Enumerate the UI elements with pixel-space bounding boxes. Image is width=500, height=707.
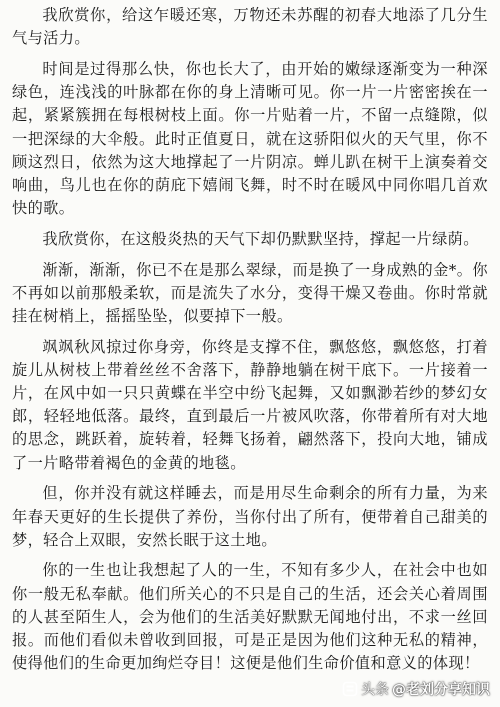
paragraph-6: 但，你并没有就这样睡去，而是用尽生命剩余的所有力量，为来年春天更好的生长提供了养份，当你付出了所有，便带着自己甜美的梦，轻合上双眼，安然长眠于这土地。 (12, 484, 488, 549)
watermark-handle: @老刘分享知识 (392, 682, 490, 698)
paragraph-1: 我欣赏你，给这乍暖还寒，万物还未苏醒的初春大地添了几分生气与活力。 (12, 6, 488, 48)
toutiao-logo-icon (342, 681, 358, 697)
paragraph-7: 你的一生也让我想起了人的一生，不知有多少人，在社会中也如你一般无私奉献。他们所关心的不只是自己的生活，还会关心着周围的人甚至陌生人，会为他们的生活美好默默无闻地付出，不求一丝回报。而他们看似未曾收到回报，可是正是因为他们这种无私的精神，使得他们的生命更加绚烂夺目！这便是他们生命价值和意义的体现！ (12, 561, 488, 673)
watermark (342, 679, 490, 699)
paragraph-2: 时间是过得那么快，你也长大了，由开始的嫩绿逐渐变为一种深绿色，连浅浅的叶脉都在你的身上清晰可见。你一片一片密密挨在一起，紧紧簇拥在每根树枝上面。你一片贴着一片，不留一点缝隙，似一把深绿的大伞般。此时正值夏日，就在这骄阳似火的天气里，你不顾这烈日，依然为这大地撑起了一片阴凉。蝉儿趴在树干上演奏着交响曲，鸟儿也在你的荫庇下嬉闹飞舞，时不时在暖风中同你唱几首欢快的歌。 (12, 59, 488, 218)
paragraph-5: 飒飒秋风掠过你身旁，你终是支撑不住，飘悠悠，飘悠悠，打着旋儿从树枝上带着丝丝不舍落下，静静地躺在树干底下。一片接着一片，在风中如一只只黄蝶在半空中纷飞起舞，又如飘渺若纱的梦幻女郎，轻轻地低落。最终，直到最后一片被风吹落，你带着所有对大地的思念，跳跃着，旋转着，轻舞飞扬着，翩然落下，投向大地，铺成了一片略带着褐色的金黄的地毯。 (12, 337, 488, 472)
paragraph-3: 我欣赏你，在这般炎热的天气下却仍默默坚持，撑起一片绿荫。 (42, 229, 479, 248)
paragraph-4: 渐渐，渐渐，你已不在是那么翠绿，而是换了一身成熟的金*。你不再如以前那般柔软，而是流失了水分，变得干燥又卷曲。你时常就挂在树梢上，摇摇坠坠，似要掉下一般。 (12, 260, 488, 325)
watermark-platform: 头条 (361, 682, 389, 698)
